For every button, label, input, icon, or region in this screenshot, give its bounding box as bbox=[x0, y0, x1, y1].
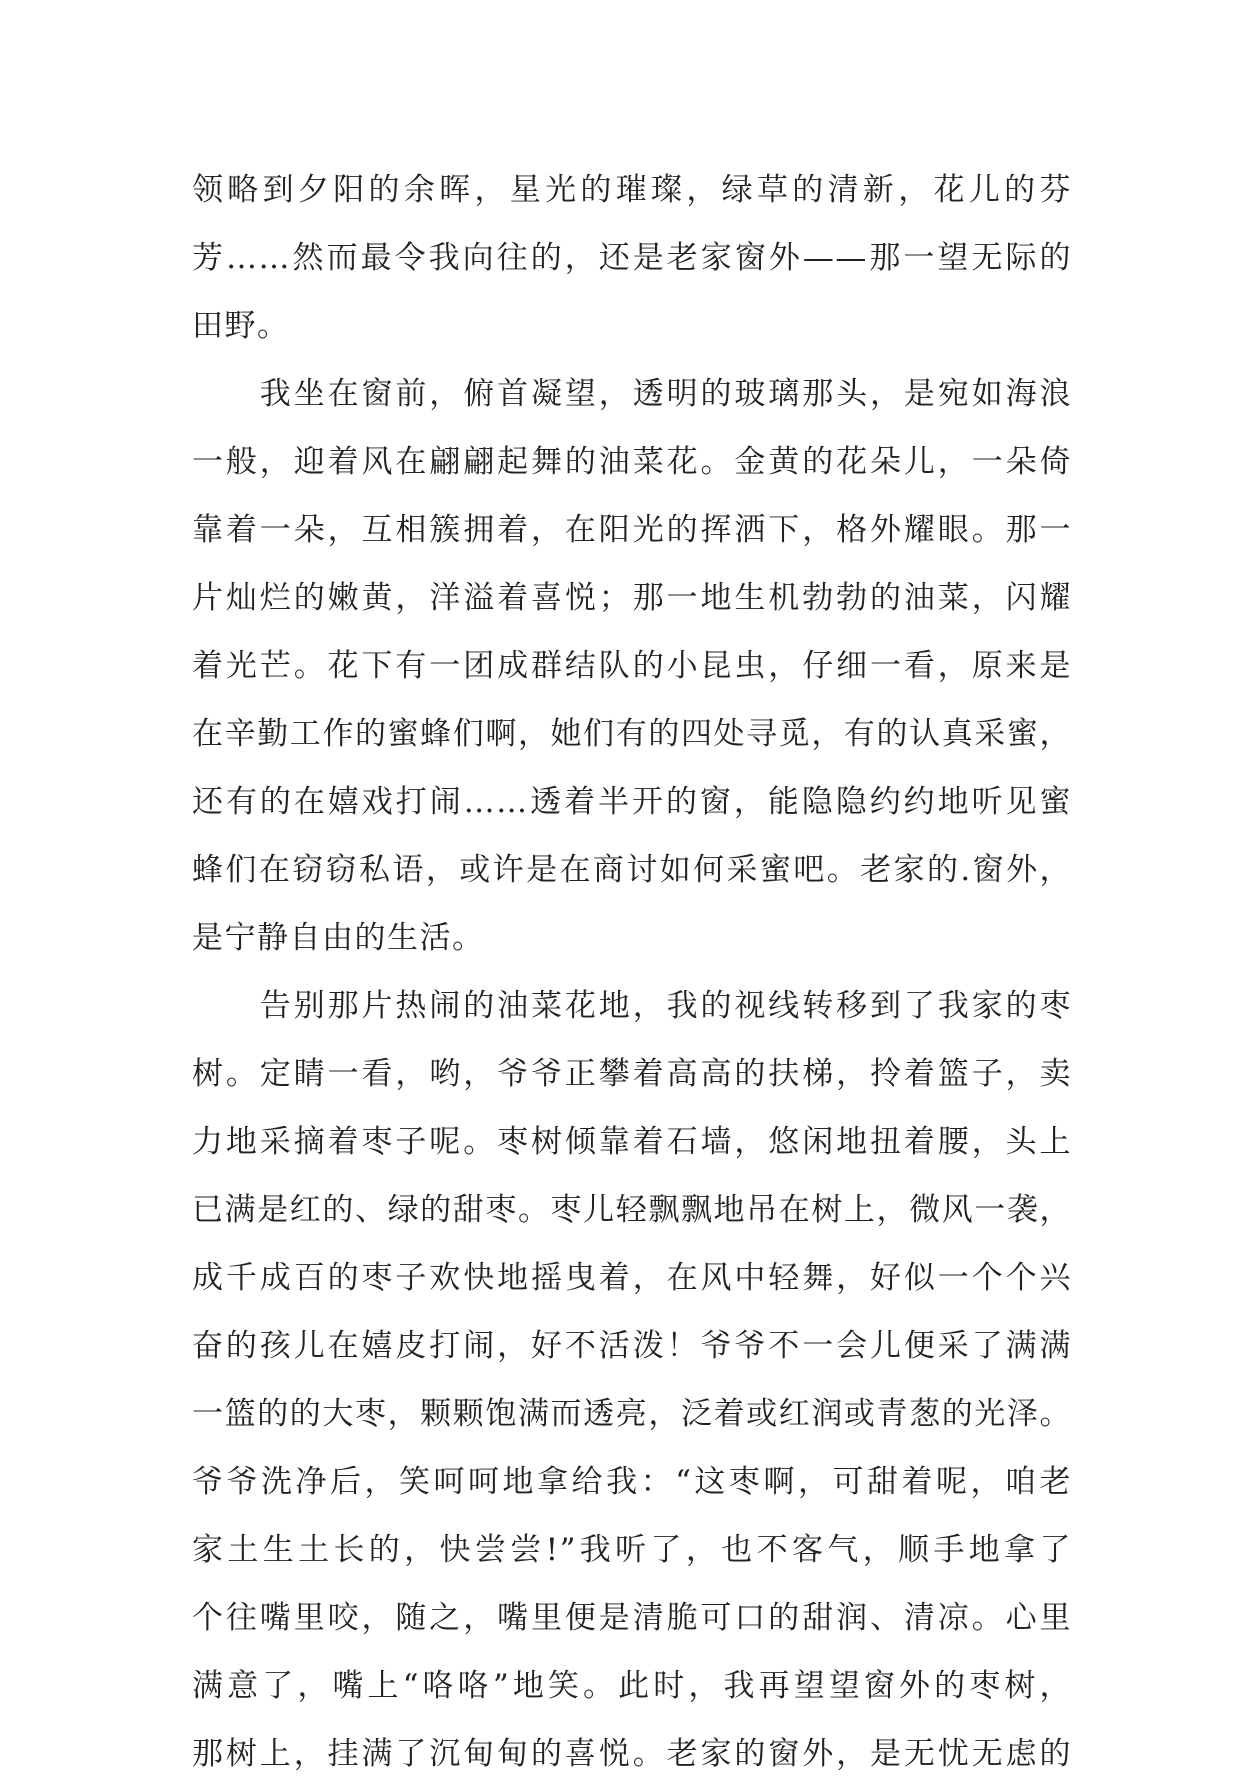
text-line: 是宁静自由的生活。 bbox=[192, 920, 485, 956]
text-line: 已满是红的、绿的甜枣。枣儿轻飘飘地吊在树上，微风一袭， bbox=[192, 1192, 1072, 1228]
text-line: 在辛勤工作的蜜蜂们啊，她们有的四处寻觅，有的认真采蜜， bbox=[192, 716, 1072, 752]
text-line: 我坐在窗前，俯首凝望，透明的玻璃那头，是宛如海浪 bbox=[192, 376, 1072, 412]
text-line: 领略到夕阳的余晖，星光的璀璨，绿草的清新，花儿的芬 bbox=[192, 172, 1072, 208]
text-line: 那树上，挂满了沉甸甸的喜悦。老家的窗外，是无忧无虑的 bbox=[192, 1736, 1072, 1772]
text-line: 成千成百的枣子欢快地摇曳着，在风中轻舞，好似一个个兴 bbox=[192, 1260, 1072, 1296]
text-line: 奋的孩儿在嬉皮打闹，好不活泼！爷爷不一会儿便采了满满 bbox=[192, 1328, 1072, 1364]
text-line: 告别那片热闹的油菜花地，我的视线转移到了我家的枣 bbox=[192, 988, 1072, 1024]
essay-text-body bbox=[192, 156, 1072, 1788]
text-line: 家土生土长的，快尝尝!”我听了，也不客气，顺手地拿了 bbox=[192, 1532, 1072, 1568]
text-line: 还有的在嬉戏打闹……透着半开的窗，能隐隐约约地听见蜜 bbox=[192, 784, 1072, 820]
text-line: 片灿烂的嫩黄，洋溢着喜悦；那一地生机勃勃的油菜，闪耀 bbox=[192, 580, 1072, 616]
text-line: 一般，迎着风在翩翩起舞的油菜花。金黄的花朵儿，一朵倚 bbox=[192, 444, 1072, 480]
text-line: 一篮的的大枣，颗颗饱满而透亮，泛着或红润或青葱的光泽。 bbox=[192, 1396, 1072, 1432]
text-line: 田野。 bbox=[192, 308, 290, 344]
text-line: 个往嘴里咬，随之，嘴里便是清脆可口的甜润、清凉。心里 bbox=[192, 1600, 1072, 1636]
text-line: 芳……然而最令我向往的，还是老家窗外——那一望无际的 bbox=[192, 240, 1072, 276]
text-line: 爷爷洗净后，笑呵呵地拿给我：“这枣啊，可甜着呢，咱老 bbox=[192, 1464, 1072, 1500]
text-line: 着光芒。花下有一团成群结队的小昆虫，仔细一看，原来是 bbox=[192, 648, 1072, 684]
text-line: 靠着一朵，互相簇拥着，在阳光的挥洒下，格外耀眼。那一 bbox=[192, 512, 1072, 548]
text-line: 力地采摘着枣子呢。枣树倾靠着石墙，悠闲地扭着腰，头上 bbox=[192, 1124, 1072, 1160]
text-line: 树。定睛一看，哟，爷爷正攀着高高的扶梯，拎着篮子，卖 bbox=[192, 1056, 1072, 1092]
text-line: 满意了，嘴上“咯咯”地笑。此时，我再望望窗外的枣树， bbox=[192, 1668, 1072, 1704]
text-line: 蜂们在窃窃私语，或许是在商讨如何采蜜吧。老家的.窗外， bbox=[192, 852, 1072, 888]
